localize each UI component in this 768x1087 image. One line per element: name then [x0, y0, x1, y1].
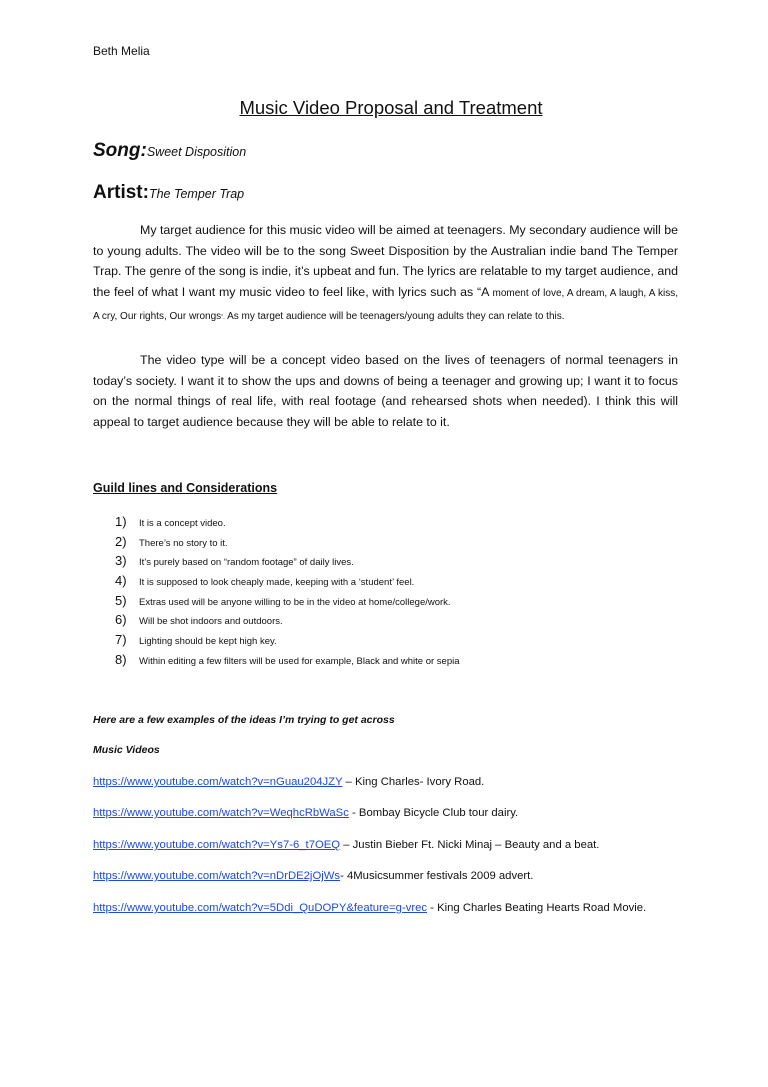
- concept-text: The video type will be a concept video based on the lives of teenagers of normal teenagers in today’s society. I want it to show the ups and downs of being a teenager and growing up; I want it to focus on the normal things of real life, with real footage (and rehearsed shots when needed). I think this will appeal to target audience because they will be able to relate to it.: [93, 353, 678, 430]
- list-item: [93, 553, 460, 573]
- list-text: There’s no story to it.: [139, 537, 228, 549]
- video-link[interactable]: https://www.youtube.com/watch?v=nDrDE2jOjWs: [93, 870, 341, 882]
- music-videos-heading: Music Videos: [93, 744, 160, 756]
- list-item: [93, 652, 460, 672]
- audience-text-2: As my target audience will be teenagers/young adults they can relate to this.: [224, 310, 565, 322]
- audience-lyrics: moment of love, A dream, A laugh, A kiss, A cry, Our rights, Our wrongs: [93, 288, 678, 322]
- link-description: – King Charles- Ivory Road.: [342, 776, 485, 788]
- guidelines-heading: Guild lines and Considerations: [93, 481, 278, 495]
- song-value: Sweet Disposition: [146, 145, 247, 159]
- video-link[interactable]: https://www.youtube.com/watch?v=5Ddi_QuDOPY&feature=g-vrec: [93, 902, 428, 914]
- audience-quote-close: ”.: [221, 314, 225, 321]
- audience-paragraph: [93, 220, 678, 329]
- list-number: 3): [115, 553, 127, 569]
- examples-heading: Here are a few examples of the ideas I’m trying to get across: [93, 714, 395, 726]
- link-description: – Justin Bieber Ft. Nicki Minaj – Beauty and a beat.: [340, 839, 600, 851]
- document-title: [0, 97, 768, 119]
- list-number: 5): [115, 592, 127, 608]
- list-number: 8): [115, 651, 127, 667]
- list-number: 2): [115, 533, 127, 549]
- document-title-text: Music Video Proposal and Treatment: [239, 97, 543, 118]
- list-text: It’s purely based on “random footage” of daily lives.: [139, 557, 354, 569]
- video-link[interactable]: https://www.youtube.com/watch?v=nGuau204JZY: [93, 776, 343, 788]
- video-link[interactable]: https://www.youtube.com/watch?v=WeqhcRbWaSc: [93, 807, 349, 819]
- list-text: Lighting should be kept high key.: [139, 636, 277, 648]
- guidelines-list: [93, 514, 460, 672]
- list-number: 4): [115, 573, 127, 589]
- list-item: [93, 612, 460, 632]
- list-text: It is supposed to look cheaply made, keeping with a ‘student’ feel.: [139, 577, 415, 589]
- list-item: [93, 632, 460, 652]
- list-item: [93, 573, 460, 593]
- artist-label: Artist:: [93, 182, 149, 203]
- link-description: - King Charles Beating Hearts Road Movie.: [427, 902, 647, 914]
- video-link[interactable]: https://www.youtube.com/watch?v=Ys7-6_t7OEQ: [93, 839, 341, 851]
- artist-line: [93, 182, 244, 204]
- link-row: [93, 902, 646, 914]
- list-text: Will be shot indoors and outdoors.: [139, 616, 283, 628]
- audience-text-1: My target audience for this music video will be aimed at teenagers. My secondary audience will be to young adults. The video will be to the song Sweet Disposition by the Australian indie band The Temper Trap. The genre of the song is indie, it’s upbeat and fun. The lyrics are relatable to my target audience, and the feel of what I want my music video to feel like, with lyrics such as “A: [93, 223, 679, 300]
- song-line: [93, 140, 246, 162]
- list-number: 6): [115, 612, 127, 628]
- song-label: Song:: [93, 140, 147, 161]
- list-number: 7): [115, 632, 127, 648]
- link-description: - Bombay Bicycle Club tour dairy.: [348, 807, 519, 819]
- list-text: Within editing a few filters will be used for example, Black and white or sepia: [139, 655, 460, 667]
- list-item: [93, 534, 460, 554]
- list-item: [93, 514, 460, 534]
- artist-value: The Temper Trap: [148, 187, 245, 201]
- link-description: - 4Musicsummer festivals 2009 advert.: [340, 870, 534, 882]
- concept-paragraph: [93, 350, 678, 433]
- link-row: [93, 870, 533, 882]
- link-row: [93, 807, 518, 819]
- list-text: Extras used will be anyone willing to be in the video at home/college/work.: [139, 596, 451, 608]
- link-row: [93, 839, 599, 851]
- header-author: Beth Melia: [93, 44, 150, 58]
- list-text: It is a concept video.: [139, 518, 226, 529]
- list-number: 1): [115, 514, 127, 529]
- link-row: [93, 776, 484, 788]
- list-item: [93, 593, 460, 613]
